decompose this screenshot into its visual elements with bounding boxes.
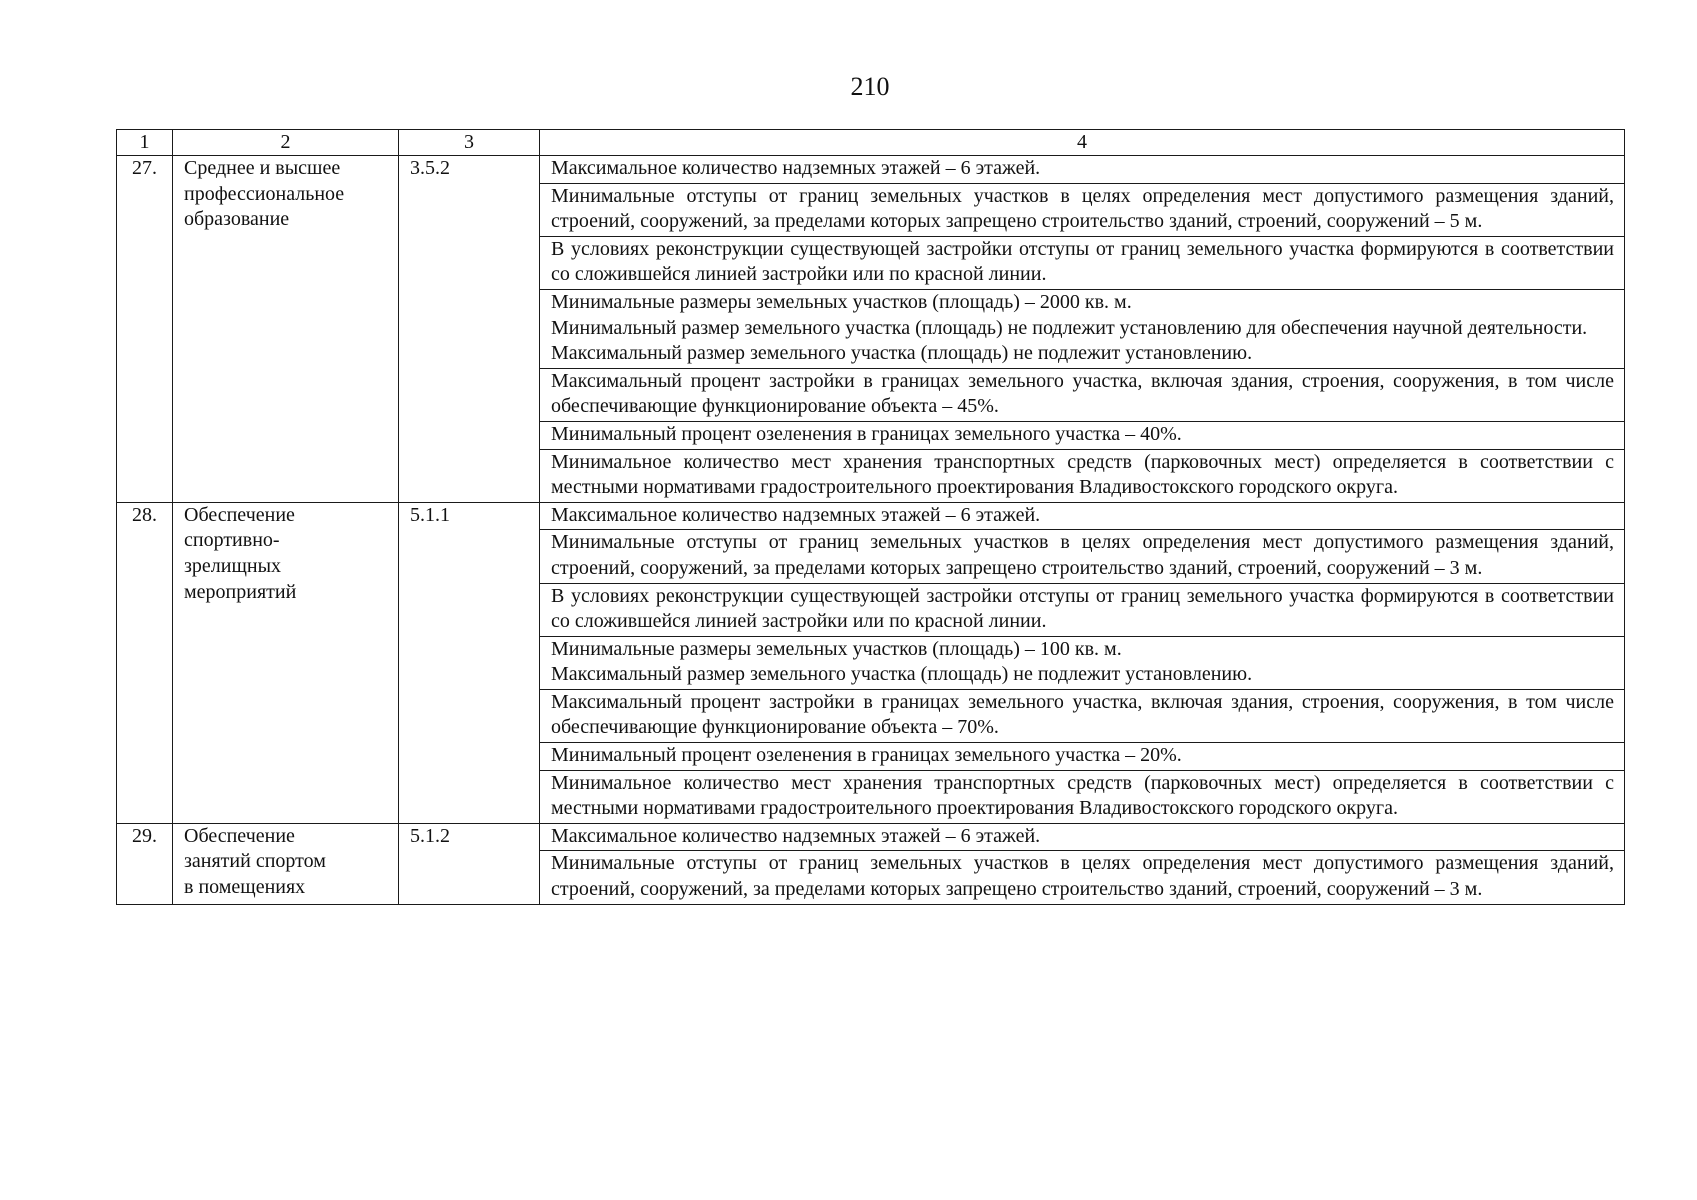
- land-use-code: 5.1.2: [399, 823, 540, 904]
- land-use-code: 3.5.2: [399, 156, 540, 503]
- parameter-text: Максимальный размер земельного участка (площадь) не подлежит установлению.: [551, 663, 1253, 686]
- parameter-cell: [540, 502, 1625, 530]
- parameter-cell: [540, 289, 1625, 368]
- header-col-1: 1: [117, 130, 173, 156]
- land-use-code: 5.1.1: [399, 502, 540, 823]
- parameter-cell: [540, 823, 1625, 851]
- table-row: [117, 502, 1625, 530]
- parameter-cell: [540, 743, 1625, 771]
- land-use-name-line: занятий спортом: [184, 850, 326, 873]
- parameter-text: Максимальное количество надземных этажей – 6 этажей.: [551, 157, 1041, 179]
- parameter-cell: [540, 689, 1625, 742]
- parameter-text: Максимальный размер земельного участка (площадь) не подлежит установлению.: [551, 342, 1253, 365]
- table-row: [117, 823, 1625, 851]
- regulations-table: [116, 129, 1625, 905]
- table-body: [117, 156, 1625, 905]
- parameter-cell: [540, 183, 1625, 236]
- parameter-text: Максимальное количество надземных этажей – 6 этажей.: [551, 503, 1041, 526]
- parameter-cell: [540, 156, 1625, 184]
- land-use-name-line: Обеспечение: [184, 503, 295, 526]
- parameter-cell: [540, 449, 1625, 502]
- parameter-text: Минимальное количество мест хранения транспортных средств (парковочных мест) определяется в соответствии с местными нормативами градостроительного проектирования Владивостокского городского округа.: [551, 450, 1614, 499]
- parameter-cell: [540, 851, 1625, 904]
- parameter-text: Минимальные отступы от границ земельных участков в целях определения мест допустимого размещения зданий, строений, сооружений, за пределами которых запрещено строительство зданий, строений, сооружений – 3 м.: [551, 852, 1614, 901]
- land-use-name: [173, 156, 399, 503]
- parameter-text: Максимальный процент застройки в границах земельного участка, включая здания, строения, сооружения, в том числе обеспечивающие функционирование объекта – 70%.: [551, 690, 1614, 739]
- parameter-text: Минимальные размеры земельных участков (площадь) – 100 кв. м.: [551, 637, 1122, 660]
- land-use-name-line: Среднее и высшее: [184, 157, 341, 179]
- land-use-name: [173, 502, 399, 823]
- parameter-text: Минимальные отступы от границ земельных участков в целях определения мест допустимого размещения зданий, строений, сооружений, за пределами которых запрещено строительство зданий, строений, сооружений – 3 м.: [551, 531, 1614, 579]
- land-use-name: [173, 823, 399, 904]
- parameter-text: Максимальный процент застройки в границах земельного участка, включая здания, строения, сооружения, в том числе обеспечивающие функционирование объекта – 45%.: [551, 369, 1614, 418]
- parameter-text: В условиях реконструкции существующей застройки отступы от границ земельного участка формируются в соответствии со сложившейся линией застройки или по красной линии.: [551, 237, 1614, 286]
- header-col-4: 4: [540, 130, 1625, 156]
- parameter-cell: [540, 770, 1625, 823]
- land-use-name-line: Обеспечение: [184, 824, 295, 847]
- table-row: [117, 156, 1625, 184]
- land-use-name-line: в помещениях: [184, 876, 306, 899]
- parameter-text: Минимальные размеры земельных участков (площадь) – 2000 кв. м.: [551, 290, 1132, 313]
- row-number: 27.: [117, 156, 173, 503]
- parameter-cell: [540, 636, 1625, 689]
- parameter-cell: [540, 421, 1625, 449]
- land-use-name-line: мероприятий: [184, 580, 297, 603]
- land-use-name-line: спортивно-: [184, 529, 280, 552]
- parameter-cell: [540, 530, 1625, 583]
- parameter-cell: [540, 368, 1625, 421]
- parameter-text: В условиях реконструкции существующей застройки отступы от границ земельного участка формируются в соответствии со сложившейся линией застройки или по красной линии.: [551, 584, 1614, 633]
- land-use-name-line: образование: [184, 208, 290, 231]
- row-number: 29.: [117, 823, 173, 904]
- land-use-name-line: зрелищных: [184, 554, 282, 577]
- parameter-text: Минимальный процент озеленения в границах земельного участка – 40%.: [551, 422, 1182, 445]
- header-row: [117, 130, 1625, 156]
- parameter-text: Максимальное количество надземных этажей – 6 этажей.: [551, 824, 1041, 847]
- header-col-2: 2: [173, 130, 399, 156]
- page-number: 210: [850, 72, 890, 101]
- parameter-cell: [540, 583, 1625, 636]
- row-number: 28.: [117, 502, 173, 823]
- header-col-3: 3: [399, 130, 540, 156]
- parameter-text: Минимальные отступы от границ земельных участков в целях определения мест допустимого размещения зданий, строений, сооружений, за пределами которых запрещено строительство зданий, строений, сооружений – 5 м.: [551, 184, 1614, 233]
- parameter-text: Минимальный размер земельного участка (площадь) не подлежит установлению для обеспечения научной деятельности.: [551, 316, 1588, 339]
- parameter-text: Минимальное количество мест хранения транспортных средств (парковочных мест) определяется в соответствии с местными нормативами градостроительного проектирования Владивостокского городского округа.: [551, 771, 1614, 820]
- parameter-cell: [540, 236, 1625, 289]
- land-use-name-line: профессиональное: [184, 182, 345, 205]
- parameter-text: Минимальный процент озеленения в границах земельного участка – 20%.: [551, 744, 1182, 767]
